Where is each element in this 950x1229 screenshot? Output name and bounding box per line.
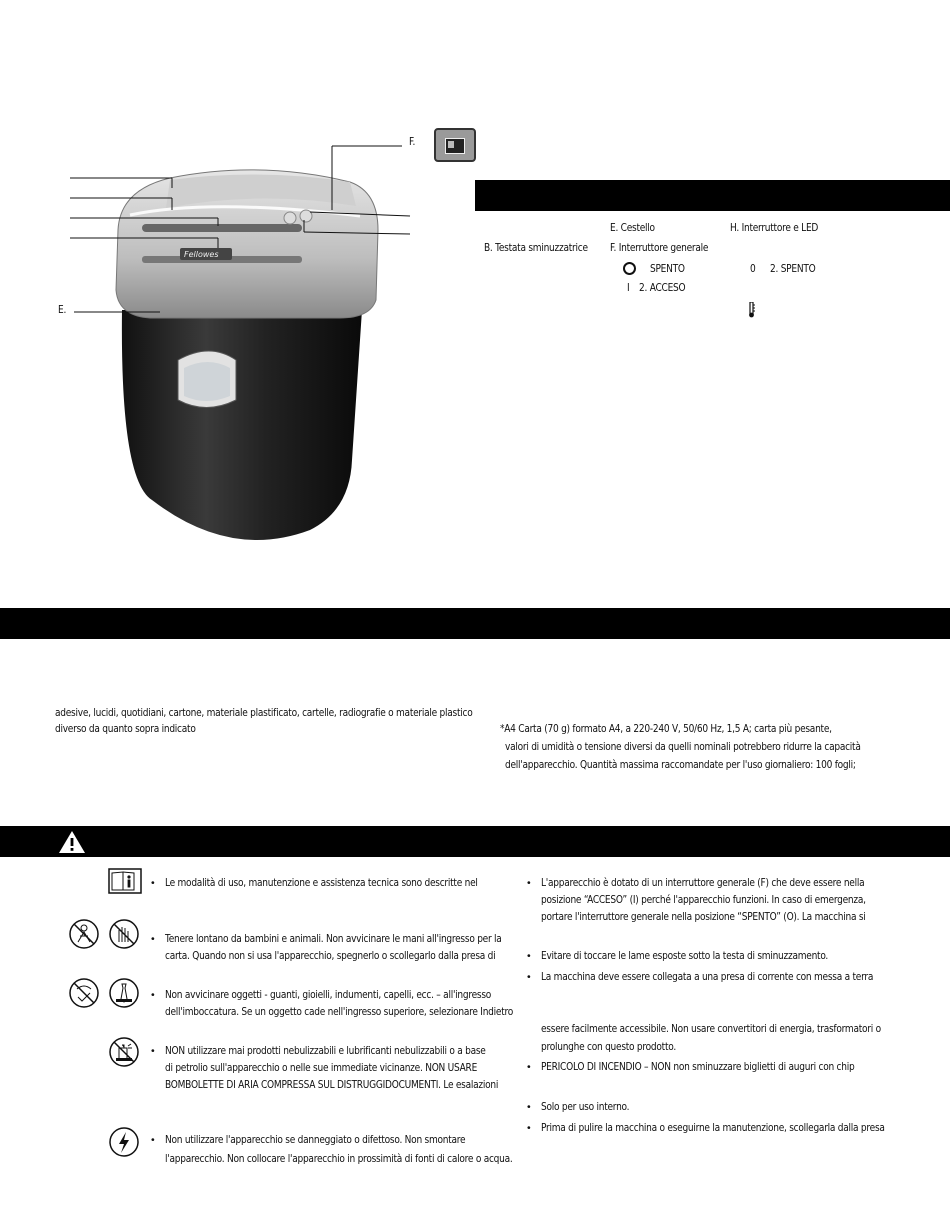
safety-right-5-line-1: PERICOLO DI INCENDIO – NON non sminuzzare biglietti di auguri con chip — [541, 1061, 855, 1073]
bullet: • — [527, 950, 531, 962]
no-hands-icon — [108, 918, 140, 950]
safety-header-bar — [0, 826, 950, 857]
safety-right-3-line-1: La macchina deve essere collegata a una presa di corrente con messa a terra — [541, 971, 874, 983]
legend-zero: 0 — [750, 263, 756, 275]
bullet: • — [151, 933, 155, 945]
safety-left-5-line-1: Non utilizzare l'apparecchio se danneggiato o difettoso. Non smontare — [165, 1134, 466, 1146]
legend-item-f: F. Interruttore generale — [610, 242, 709, 254]
no-aerosol-icon — [108, 1036, 140, 1068]
no-loose-items-icon — [68, 977, 100, 1009]
safety-right-6-line-1: Solo per uso interno. — [541, 1101, 630, 1113]
safety-left-4-line-1: NON utilizzare mai prodotti nebulizzabili e lubrificanti nebulizzabili o a base — [165, 1045, 486, 1057]
safety-right-2-line-1: Evitare di toccare le lame esposte sotto la testa di sminuzzamento. — [541, 950, 829, 962]
bullet: • — [151, 877, 155, 889]
safety-left-4-line-2: di petrolio sull'apparecchio o nelle sue immediate vicinanze. NON USARE — [165, 1062, 478, 1074]
bullet: • — [527, 971, 531, 983]
legend-on-mark: I — [627, 282, 630, 294]
safety-right-4-line-1: essere facilmente accessibile. Non usare convertitori di energia, trasformatori o — [541, 1023, 881, 1035]
no-tie-icon — [108, 977, 140, 1009]
capacity-header-bar — [0, 608, 950, 639]
electric-hazard-icon — [108, 1126, 140, 1158]
capacity-right-line-3: dell'apparecchio. Quantità massima raccomandate per l'uso giornaliero: 100 fogli; — [505, 759, 856, 771]
safety-left-3-line-2: dell'imboccatura. Se un oggetto cade nell'ingresso superiore, selezionare Indietro — [165, 1006, 514, 1018]
bullet: • — [527, 1101, 531, 1113]
capacity-left-line-1: adesive, lucidi, quotidiani, cartone, materiale plastificato, cartelle, radiografie o materiale plastico — [55, 707, 473, 719]
capacity-right-line-2: valori di umidità o tensione diversi da quelli nominali potrebbero ridurre la capacità — [505, 741, 861, 753]
safety-left-1-line-1: Le modalità di uso, manutenzione e assistenza tecnica sono descritte nel — [165, 877, 478, 889]
safety-right-1-line-1: L'apparecchio è dotato di un interruttore generale (F) che deve essere nella — [541, 877, 865, 889]
thermometer-icon — [748, 302, 756, 318]
legend-on: 2. ACCESO — [639, 282, 686, 294]
safety-right-4-line-2: prolunghe con questo prodotto. — [541, 1041, 676, 1053]
legend-item-e: E. Cestello — [610, 222, 655, 234]
capacity-right-line-1: *A4 Carta (70 g) formato A4, a 220-240 V, 50/60 Hz, 1,5 A; carta più pesante, — [500, 723, 832, 735]
label-e: E. — [58, 304, 67, 316]
legend-off: SPENTO — [650, 263, 685, 275]
safety-left-2-line-1: Tenere lontano da bambini e animali. Non avvicinare le mani all'ingresso per la — [165, 933, 502, 945]
legend-off-2: 2. SPENTO — [770, 263, 816, 275]
safety-left-2-line-2: carta. Quando non si usa l'apparecchio, spegnerlo o scollegarlo dalla presa di — [165, 950, 496, 962]
bullet: • — [527, 1061, 531, 1073]
warning-icon — [58, 830, 86, 854]
safety-right-1-line-2: posizione “ACCESO” (I) perché l'apparecchio funzioni. In caso di emergenza, — [541, 894, 866, 906]
safety-left-3-line-1: Non avvicinare oggetti - guanti, gioielli, indumenti, capelli, ecc. – all'ingresso — [165, 989, 492, 1001]
safety-right-7-line-1: Prima di pulire la macchina o eseguirne la manutenzione, scollegarla dalla presa — [541, 1122, 885, 1134]
no-children-icon — [68, 918, 100, 950]
brand-logo: Fellowes — [184, 250, 219, 259]
bullet: • — [151, 1134, 155, 1146]
bullet: • — [527, 1122, 531, 1134]
legend-item-b: B. Testata sminuzzatrice — [484, 242, 588, 254]
off-circle-icon — [623, 262, 636, 275]
bullet: • — [151, 989, 155, 1001]
shredder-illustration — [60, 120, 480, 560]
bullet: • — [151, 1045, 155, 1057]
manual-info-icon — [108, 868, 142, 894]
safety-right-1-line-3: portare l'interruttore generale nella posizione “SPENTO” (O). La macchina si — [541, 911, 866, 923]
capacity-left-line-2: diverso da quanto sopra indicato — [55, 723, 196, 735]
legend-item-h: H. Interruttore e LED — [730, 222, 819, 234]
safety-left-4-line-3: BOMBOLETTE DI ARIA COMPRESSA SUL DISTRUGGIDOCUMENTI. Le esalazioni — [165, 1079, 499, 1091]
safety-left-5-line-2: l'apparecchio. Non collocare l'apparecchio in prossimità di fonti di calore o acqua. — [165, 1153, 513, 1165]
bullet: • — [527, 877, 531, 889]
label-f: F. — [409, 136, 416, 148]
legend-header-bar — [475, 180, 950, 211]
power-switch-icon — [434, 128, 476, 162]
